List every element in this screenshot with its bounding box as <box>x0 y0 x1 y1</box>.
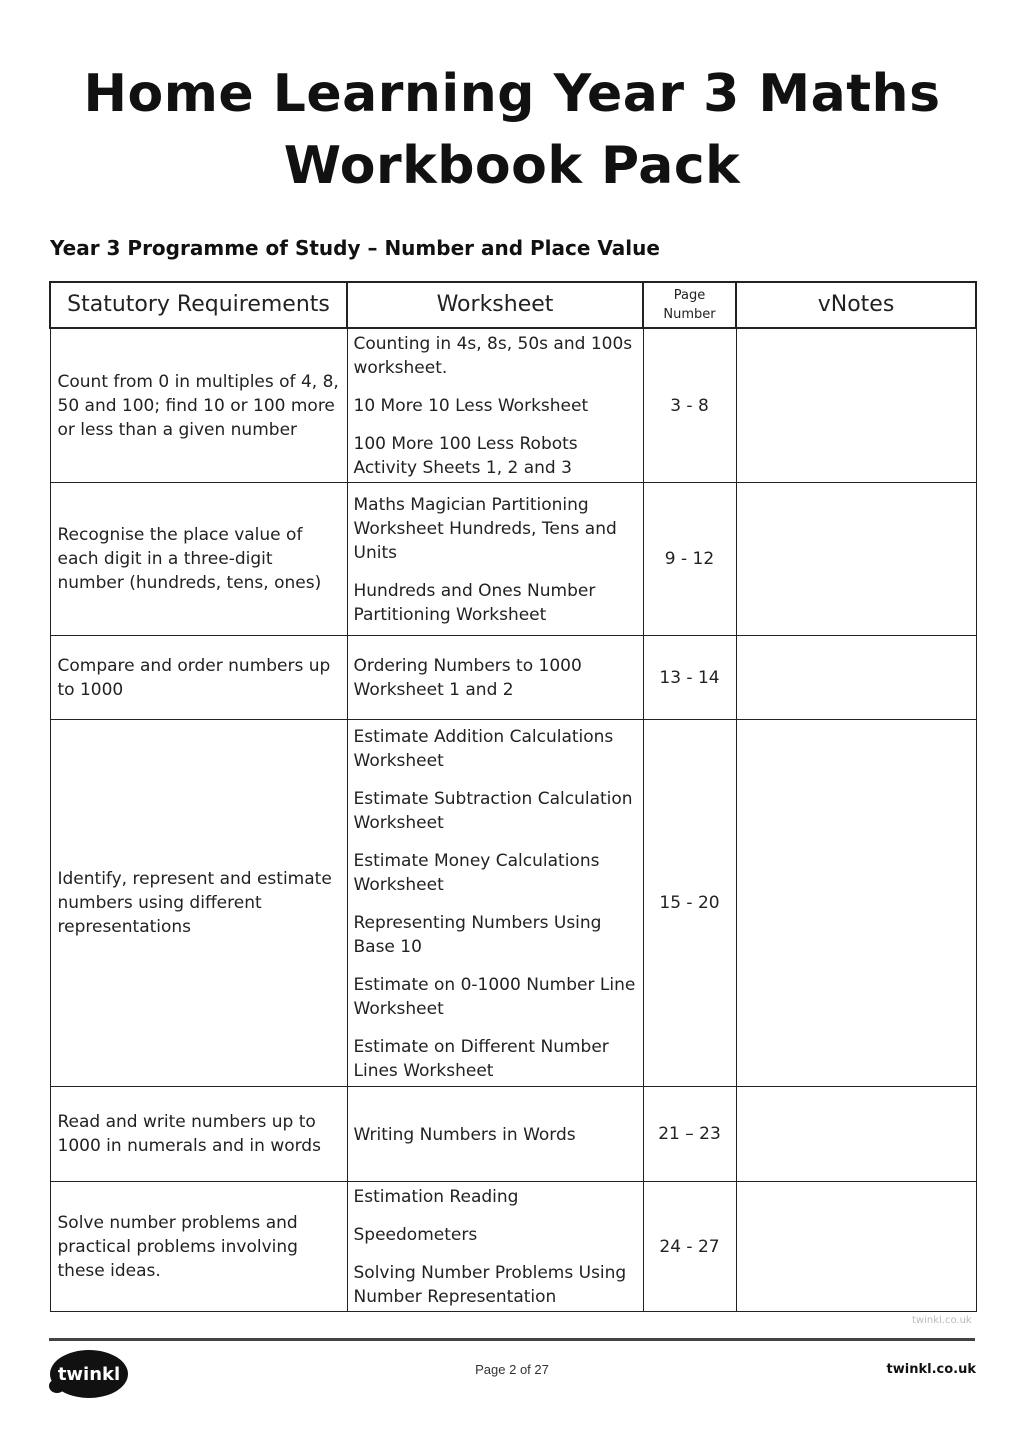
worksheet-item: Counting in 4s, 8s, 50s and 100s worksheet. <box>353 334 633 378</box>
worksheet-cell <box>347 483 643 636</box>
document-title-line-1: Home Learning Year 3 Maths <box>83 64 941 124</box>
worksheet-item: Writing Numbers in Words <box>353 1124 576 1145</box>
worksheet-item: Estimate Addition Calculations Worksheet <box>353 726 614 771</box>
table-row <box>50 720 976 1087</box>
notes-cell[interactable] <box>736 328 976 483</box>
worksheet-item: Estimation Reading <box>353 1187 519 1207</box>
worksheet-item: Estimate on 0-1000 Number Line Worksheet <box>353 974 636 1019</box>
site-url[interactable]: twinkl.co.uk <box>886 1362 976 1377</box>
table-row <box>50 483 976 636</box>
document-title-line-2: Workbook Pack <box>283 136 741 196</box>
footer-divider <box>49 1338 975 1341</box>
worksheet-cell <box>347 328 643 483</box>
notes-cell[interactable] <box>736 1087 976 1182</box>
table-row <box>50 1087 976 1182</box>
requirement-cell: Count from 0 in multiples of 4, 8, 50 and 100; find 10 or 100 more or less than a given number <box>50 328 347 483</box>
section-subtitle: Year 3 Programme of Study – Number and Place Value <box>50 236 660 260</box>
requirement-cell: Read and write numbers up to 1000 in numerals and in words <box>50 1087 347 1182</box>
header-page-number-line-1: Page <box>673 288 706 303</box>
page-number-cell: 21 – 23 <box>643 1087 736 1182</box>
header-statutory-requirements: Statutory Requirements <box>50 282 347 328</box>
table-row <box>50 328 976 483</box>
page-number-cell: 13 - 14 <box>643 636 736 720</box>
table-row <box>50 636 976 720</box>
watermark-url: twinkl.co.uk <box>912 1315 972 1326</box>
logo-text: twinkl <box>57 1364 121 1385</box>
worksheet-item: 10 More 10 Less Worksheet <box>353 396 589 416</box>
page-number-cell: 9 - 12 <box>643 483 736 636</box>
requirement-cell: Solve number problems and practical problems involving these ideas. <box>50 1182 347 1312</box>
table-header-row <box>50 282 976 328</box>
page-number-cell: 24 - 27 <box>643 1182 736 1312</box>
worksheet-item: Speedometers <box>353 1225 478 1245</box>
page-number-label: Page 2 of 27 <box>475 1362 549 1377</box>
worksheet-item: Estimate Subtraction Calculation Worksheet <box>353 788 633 833</box>
table-row <box>50 1182 976 1312</box>
requirement-cell: Identify, represent and estimate numbers using different representations <box>50 720 347 1087</box>
worksheet-item: Maths Magician Partitioning Worksheet Hundreds, Tens and Units <box>353 494 617 563</box>
page-number-cell: 15 - 20 <box>643 720 736 1087</box>
requirement-cell: Recognise the place value of each digit in a three-digit number (hundreds, tens, ones) <box>50 483 347 636</box>
worksheet-item: Estimate Money Calculations Worksheet <box>353 850 600 895</box>
worksheet-cell <box>347 636 643 720</box>
worksheet-item: Solving Number Problems Using Number Representation <box>353 1263 627 1307</box>
worksheet-item: 100 More 100 Less Robots Activity Sheets 1, 2 and 3 <box>353 434 578 478</box>
header-page-number <box>643 282 736 328</box>
notes-cell[interactable] <box>736 636 976 720</box>
requirement-cell: Compare and order numbers up to 1000 <box>50 636 347 720</box>
worksheet-cell <box>347 1087 643 1182</box>
header-worksheet: Worksheet <box>347 282 643 328</box>
notes-cell[interactable] <box>736 483 976 636</box>
worksheet-item: Ordering Numbers to 1000 Worksheet 1 and 2 <box>353 656 582 700</box>
notes-cell[interactable] <box>736 720 976 1087</box>
notes-cell[interactable] <box>736 1182 976 1312</box>
worksheet-cell <box>347 720 643 1087</box>
requirements-table <box>49 281 977 1312</box>
page-number-cell: 3 - 8 <box>643 328 736 483</box>
worksheet-item: Representing Numbers Using Base 10 <box>353 912 602 957</box>
document-title <box>0 58 1024 202</box>
worksheet-item: Hundreds and Ones Number Partitioning Worksheet <box>353 580 596 625</box>
worksheet-item: Estimate on Different Number Lines Worksheet <box>353 1036 609 1081</box>
header-notes: vNotes <box>736 282 976 328</box>
worksheet-cell <box>347 1182 643 1312</box>
header-page-number-line-2: Number <box>663 307 716 322</box>
